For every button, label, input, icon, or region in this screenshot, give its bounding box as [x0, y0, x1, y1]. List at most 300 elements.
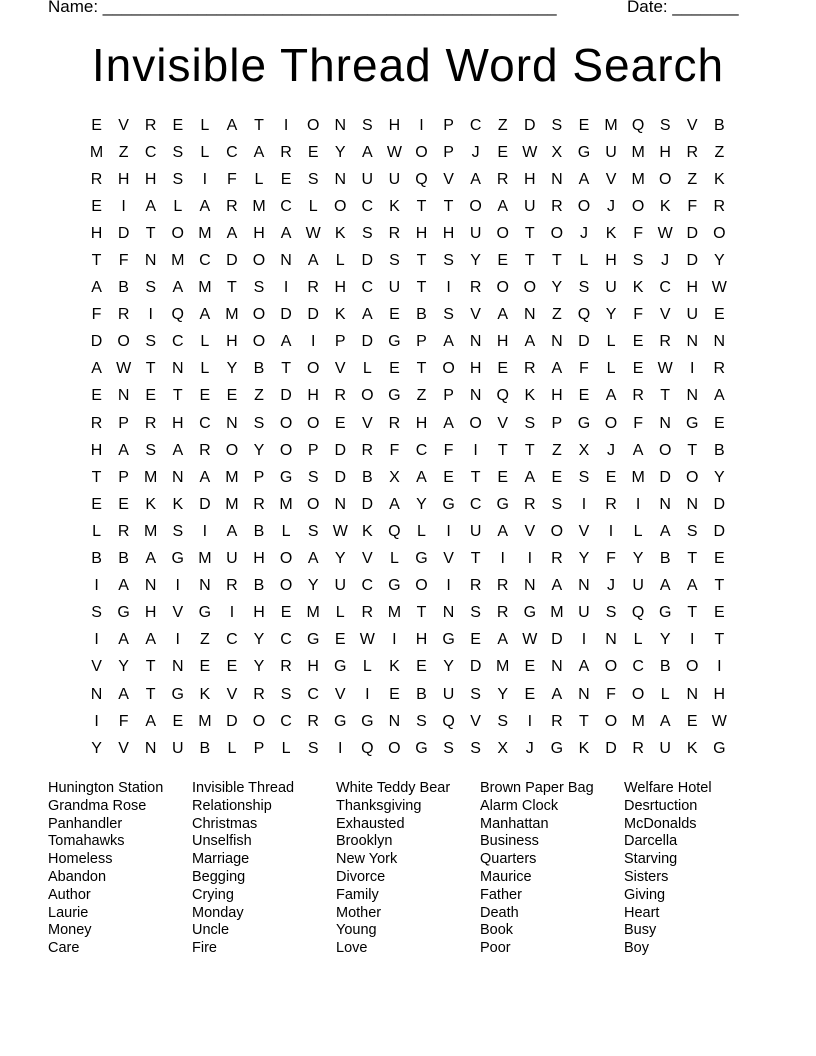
- grid-letter: G: [334, 712, 347, 730]
- grid-letter: V: [443, 550, 454, 568]
- grid-letter: U: [334, 577, 347, 595]
- grid-letter: B: [91, 550, 102, 568]
- grid-letter: W: [359, 631, 375, 649]
- grid-letter: U: [659, 739, 671, 757]
- word-list-item: Boy: [624, 940, 649, 957]
- grid-letter: T: [227, 279, 237, 297]
- grid-letter: E: [280, 604, 292, 622]
- grid-letter: R: [469, 279, 482, 297]
- grid-letter: T: [470, 550, 481, 568]
- grid-letter: A: [497, 522, 509, 540]
- grid-letter: A: [578, 170, 590, 188]
- grid-letter: T: [416, 197, 427, 215]
- grid-letter: H: [605, 252, 617, 270]
- grid-letter: L: [200, 116, 210, 134]
- grid-letter: N: [388, 712, 401, 730]
- grid-letter: S: [253, 279, 265, 297]
- grid-letter: B: [659, 550, 671, 568]
- grid-letter: J: [607, 441, 616, 459]
- grid-letter: O: [686, 468, 699, 486]
- grid-letter: R: [361, 604, 374, 622]
- grid-letter: Q: [361, 739, 374, 757]
- grid-letter: R: [469, 577, 482, 595]
- grid-letter: I: [175, 577, 180, 595]
- word-list-item: Grandma Rose: [48, 797, 147, 814]
- grid-letter: R: [713, 360, 726, 378]
- grid-letter: T: [524, 224, 535, 242]
- grid-letter: I: [690, 360, 695, 378]
- grid-letter: E: [145, 387, 157, 405]
- grid-letter: S: [443, 306, 454, 324]
- grid-letter: A: [145, 712, 157, 730]
- grid-letter: U: [605, 279, 617, 297]
- word-list-item: Unselfish: [192, 833, 252, 850]
- grid-letter: M: [252, 197, 266, 215]
- grid-letter: O: [306, 360, 320, 378]
- word-list-item: Invisible Thread: [192, 780, 295, 796]
- grid-letter: N: [226, 414, 238, 432]
- grid-letter: R: [713, 197, 726, 215]
- grid-letter: S: [551, 116, 563, 134]
- grid-letter: S: [172, 522, 184, 540]
- grid-letter: N: [171, 468, 184, 486]
- grid-letter: E: [172, 712, 184, 730]
- grid-letter: R: [686, 143, 699, 161]
- grid-letter: A: [659, 577, 671, 595]
- grid-letter: Z: [551, 306, 562, 324]
- word-list-item: Mother: [336, 904, 382, 921]
- grid-letter: I: [635, 495, 641, 513]
- grid-letter: C: [171, 333, 184, 351]
- word-list-item: Relationship: [192, 797, 272, 814]
- grid-letter: F: [227, 170, 237, 188]
- grid-letter: P: [118, 414, 129, 432]
- grid-letter: T: [579, 712, 589, 730]
- grid-letter: G: [388, 577, 401, 595]
- word-list-item: Family: [336, 886, 379, 903]
- word-list-item: Begging: [192, 868, 246, 885]
- grid-letter: B: [199, 739, 211, 757]
- word-list-item: Starving: [624, 851, 678, 868]
- grid-letter: R: [524, 495, 536, 513]
- grid-letter: E: [605, 468, 617, 486]
- grid-letter: H: [307, 387, 319, 405]
- grid-letter: T: [254, 116, 264, 134]
- grid-letter: D: [713, 495, 726, 513]
- grid-letter: E: [91, 116, 102, 134]
- grid-letter: T: [145, 658, 156, 676]
- grid-letter: D: [686, 252, 699, 270]
- grid-row: [83, 247, 733, 274]
- word-list-item: Quarters: [480, 851, 537, 868]
- grid-letter: I: [283, 279, 289, 297]
- grid-letter: A: [389, 495, 400, 513]
- grid-letter: I: [717, 658, 722, 676]
- grid-letter: E: [714, 306, 725, 324]
- grid-letter: U: [388, 279, 401, 297]
- grid-letter: S: [145, 333, 157, 351]
- grid-letter: W: [522, 143, 538, 161]
- grid-letter: R: [524, 360, 536, 378]
- word-list-item: Heart: [624, 904, 660, 921]
- grid-letter: S: [145, 279, 157, 297]
- grid-letter: L: [200, 143, 210, 161]
- grid-letter: I: [202, 170, 208, 188]
- grid-letter: R: [496, 577, 509, 595]
- grid-letter: B: [253, 522, 265, 540]
- grid-letter: H: [253, 224, 265, 242]
- grid-letter: P: [253, 739, 265, 757]
- grid-letter: A: [145, 550, 157, 568]
- grid-letter: Q: [496, 387, 509, 405]
- grid-letter: A: [280, 224, 292, 242]
- word-list-item: Young: [336, 922, 377, 939]
- grid-letter: O: [279, 577, 293, 595]
- grid-letter: R: [496, 604, 509, 622]
- grid-letter: A: [659, 712, 671, 730]
- grid-letter: N: [686, 387, 699, 405]
- grid-letter: C: [361, 577, 374, 595]
- grid-letter: I: [121, 197, 126, 215]
- grid-letter: Y: [714, 468, 725, 486]
- grid-letter: T: [145, 224, 156, 242]
- grid-letter: K: [145, 495, 157, 513]
- grid-letter: O: [469, 414, 482, 432]
- grid-letter: N: [442, 604, 455, 622]
- word-list-item: McDonalds: [624, 815, 697, 832]
- grid-row: [83, 329, 733, 356]
- grid-letter: P: [334, 333, 346, 351]
- grid-letter: V: [334, 685, 346, 703]
- grid-letter: J: [471, 143, 480, 161]
- grid-letter: M: [198, 712, 212, 730]
- grid-letter: R: [388, 224, 401, 242]
- grid-letter: E: [443, 468, 454, 486]
- grid-letter: A: [714, 387, 725, 405]
- grid-letter: C: [144, 143, 157, 161]
- word-column: [192, 780, 336, 958]
- grid-row: [83, 464, 733, 491]
- grid-row: [83, 546, 733, 573]
- grid-letter: L: [362, 360, 372, 378]
- grid-letter: H: [442, 224, 455, 242]
- grid-letter: G: [279, 468, 293, 486]
- grid-letter: R: [117, 306, 130, 324]
- grid-letter: I: [229, 604, 235, 622]
- grid-letter: B: [253, 577, 265, 595]
- grid-letter: O: [577, 197, 591, 215]
- grid-letter: N: [144, 252, 157, 270]
- grid-letter: Y: [470, 252, 481, 270]
- word-list-item: Maurice: [480, 868, 532, 885]
- word-list-item: Sisters: [624, 868, 669, 885]
- grid-letter: H: [524, 170, 536, 188]
- grid-letter: A: [524, 333, 536, 351]
- grid-letter: D: [280, 306, 292, 324]
- grid-letter: V: [361, 414, 373, 432]
- grid-letter: A: [199, 197, 211, 215]
- grid-letter: R: [659, 333, 671, 351]
- grid-letter: S: [578, 468, 590, 486]
- grid-letter: L: [335, 604, 345, 622]
- grid-letter: M: [225, 306, 239, 324]
- grid-letter: T: [416, 279, 427, 297]
- grid-letter: A: [280, 333, 292, 351]
- word-list-item: Brooklyn: [336, 833, 393, 850]
- grid-letter: F: [606, 550, 616, 568]
- grid-letter: S: [172, 170, 184, 188]
- grid-letter: Y: [551, 279, 563, 297]
- grid-row: [83, 627, 733, 654]
- grid-letter: O: [631, 197, 645, 215]
- grid-letter: P: [118, 468, 129, 486]
- grid-letter: K: [632, 279, 644, 297]
- grid-letter: T: [281, 360, 291, 378]
- grid-letter: X: [578, 441, 590, 459]
- grid-letter: H: [171, 414, 184, 432]
- grid-letter: O: [523, 279, 537, 297]
- grid-letter: T: [687, 550, 698, 568]
- grid-letter: R: [199, 441, 211, 459]
- grid-letter: S: [470, 685, 481, 703]
- grid-letter: Y: [497, 685, 509, 703]
- grid-letter: V: [443, 170, 454, 188]
- grid-letter: N: [199, 577, 211, 595]
- word-list-item: Alarm Clock: [480, 797, 559, 814]
- grid-letter: D: [361, 495, 374, 513]
- grid-letter: I: [473, 441, 478, 459]
- grid-letter: D: [659, 468, 671, 486]
- word-list-item: Divorce: [336, 868, 386, 885]
- grid-letter: N: [659, 495, 671, 513]
- grid-letter: T: [524, 252, 535, 270]
- grid-letter: A: [659, 522, 671, 540]
- grid-letter: K: [361, 522, 373, 540]
- grid-letter: D: [686, 224, 699, 242]
- grid-letter: M: [604, 116, 618, 134]
- grid-letter: T: [714, 577, 725, 595]
- grid-letter: I: [283, 116, 289, 134]
- grid-letter: C: [199, 252, 211, 270]
- grid-letter: T: [551, 252, 562, 270]
- word-list-item: Crying: [192, 886, 234, 903]
- grid-letter: A: [145, 631, 157, 649]
- grid-letter: E: [226, 658, 238, 676]
- grid-letter: M: [631, 170, 645, 188]
- word-list: [48, 780, 768, 958]
- grid-letter: T: [145, 685, 156, 703]
- grid-letter: T: [660, 387, 671, 405]
- grid-letter: S: [361, 224, 373, 242]
- grid-letter: A: [226, 116, 238, 134]
- grid-letter: K: [334, 224, 346, 242]
- grid-letter: B: [118, 279, 129, 297]
- grid-letter: J: [661, 252, 670, 270]
- grid-letter: A: [605, 387, 617, 405]
- grid-letter: O: [117, 333, 130, 351]
- grid-letter: P: [253, 468, 265, 486]
- grid-letter: W: [657, 224, 673, 242]
- grid-letter: O: [252, 333, 266, 351]
- word-list-item: Homeless: [48, 851, 113, 868]
- grid-letter: I: [94, 712, 99, 730]
- grid-letter: N: [551, 658, 563, 676]
- grid-letter: M: [198, 550, 212, 568]
- grid-letter: M: [550, 604, 564, 622]
- grid-letter: U: [524, 197, 536, 215]
- grid-letter: E: [280, 170, 292, 188]
- grid-letter: C: [280, 197, 292, 215]
- grid-letter: Y: [91, 739, 102, 757]
- grid-letter: G: [713, 739, 726, 757]
- grid-letter: A: [551, 360, 563, 378]
- grid-letter: H: [253, 604, 265, 622]
- grid-letter: V: [659, 306, 671, 324]
- grid-letter: T: [416, 604, 427, 622]
- grid-letter: E: [714, 550, 725, 568]
- grid-letter: A: [253, 143, 265, 161]
- grid-letter: D: [551, 631, 563, 649]
- word-list-item: White Teddy Bear: [336, 780, 451, 796]
- grid-letter: A: [226, 224, 238, 242]
- grid-letter: R: [90, 414, 103, 432]
- grid-letter: G: [171, 685, 184, 703]
- grid-letter: W: [711, 712, 727, 730]
- grid-letter: O: [279, 441, 293, 459]
- grid-letter: W: [332, 522, 348, 540]
- grid-letter: W: [522, 631, 538, 649]
- grid-row: [83, 654, 733, 681]
- grid-letter: T: [714, 631, 725, 649]
- word-list-item: Death: [480, 904, 519, 921]
- grid-row: [83, 437, 733, 464]
- grid-letter: G: [388, 333, 401, 351]
- grid-letter: L: [606, 360, 616, 378]
- grid-letter: D: [117, 224, 130, 242]
- grid-letter: T: [91, 252, 102, 270]
- grid-letter: S: [443, 739, 454, 757]
- grid-letter: R: [307, 279, 319, 297]
- grid-letter: U: [469, 224, 482, 242]
- grid-letter: V: [470, 306, 481, 324]
- grid-letter: J: [525, 739, 534, 757]
- grid-letter: A: [199, 306, 211, 324]
- word-list-item: Father: [480, 886, 522, 903]
- grid-row: [83, 139, 733, 166]
- grid-letter: Y: [253, 441, 265, 459]
- grid-letter: E: [334, 631, 346, 649]
- word-list-item: Hunington Station: [48, 780, 164, 796]
- grid-letter: N: [334, 495, 347, 513]
- grid-letter: R: [144, 414, 157, 432]
- word-column: [336, 780, 480, 958]
- grid-letter: I: [94, 631, 99, 649]
- grid-letter: J: [579, 224, 588, 242]
- grid-letter: O: [225, 441, 239, 459]
- grid-letter: O: [306, 414, 320, 432]
- grid-letter: R: [226, 197, 238, 215]
- grid-row: [83, 735, 733, 762]
- grid-letter: E: [199, 658, 211, 676]
- grid-letter: L: [281, 522, 291, 540]
- grid-letter: X: [389, 468, 400, 486]
- grid-letter: K: [659, 197, 671, 215]
- grid-letter: T: [470, 468, 481, 486]
- grid-letter: A: [118, 631, 129, 649]
- word-list-item: Giving: [624, 886, 666, 903]
- grid-letter: A: [551, 577, 563, 595]
- grid-letter: V: [470, 712, 481, 730]
- grid-letter: E: [118, 495, 129, 513]
- grid-letter: A: [497, 306, 509, 324]
- grid-letter: D: [307, 306, 319, 324]
- grid-letter: R: [280, 658, 292, 676]
- grid-letter: F: [389, 441, 400, 459]
- grid-letter: H: [415, 631, 428, 649]
- grid-letter: D: [469, 658, 482, 676]
- grid-letter: M: [496, 658, 510, 676]
- grid-letter: H: [253, 550, 265, 568]
- grid-letter: E: [578, 116, 590, 134]
- grid-letter: I: [446, 279, 451, 297]
- grid-letter: C: [632, 658, 644, 676]
- word-list-item: New York: [336, 851, 398, 868]
- grid-letter: X: [497, 739, 509, 757]
- grid-letter: Y: [226, 360, 238, 378]
- grid-letter: H: [144, 604, 157, 622]
- grid-letter: K: [172, 495, 184, 513]
- grid-letter: D: [226, 252, 238, 270]
- grid-letter: L: [335, 252, 345, 270]
- grid-letter: G: [523, 604, 537, 622]
- grid-letter: N: [578, 685, 590, 703]
- grid-letter: G: [306, 631, 320, 649]
- grid-letter: C: [469, 495, 482, 513]
- grid-letter: G: [442, 495, 455, 513]
- grid-letter: L: [281, 739, 291, 757]
- grid-letter: Y: [253, 658, 265, 676]
- grid-letter: O: [361, 387, 374, 405]
- grid-letter: L: [200, 360, 210, 378]
- grid-letter: D: [578, 333, 590, 351]
- grid-letter: I: [690, 631, 695, 649]
- grid-letter: Y: [578, 550, 590, 568]
- grid-letter: R: [388, 414, 401, 432]
- grid-letter: F: [118, 712, 129, 730]
- grid-letter: E: [524, 685, 536, 703]
- grid-letter: T: [524, 441, 535, 459]
- grid-letter: E: [632, 360, 644, 378]
- grid-letter: B: [361, 468, 373, 486]
- grid-letter: O: [279, 550, 293, 568]
- grid-letter: L: [362, 658, 372, 676]
- grid-letter: D: [361, 333, 374, 351]
- grid-letter: B: [253, 360, 265, 378]
- grid-letter: I: [392, 631, 397, 649]
- grid-letter: A: [172, 279, 184, 297]
- grid-letter: G: [442, 631, 455, 649]
- grid-letter: Z: [497, 116, 508, 134]
- grid-letter: E: [91, 495, 102, 513]
- grid-letter: O: [469, 197, 482, 215]
- grid-letter: E: [91, 387, 102, 405]
- grid-letter: A: [551, 685, 563, 703]
- grid-letter: O: [631, 685, 645, 703]
- grid-letter: F: [633, 414, 643, 432]
- grid-letter: S: [91, 604, 102, 622]
- grid-letter: Q: [631, 116, 645, 134]
- grid-letter: N: [334, 170, 347, 188]
